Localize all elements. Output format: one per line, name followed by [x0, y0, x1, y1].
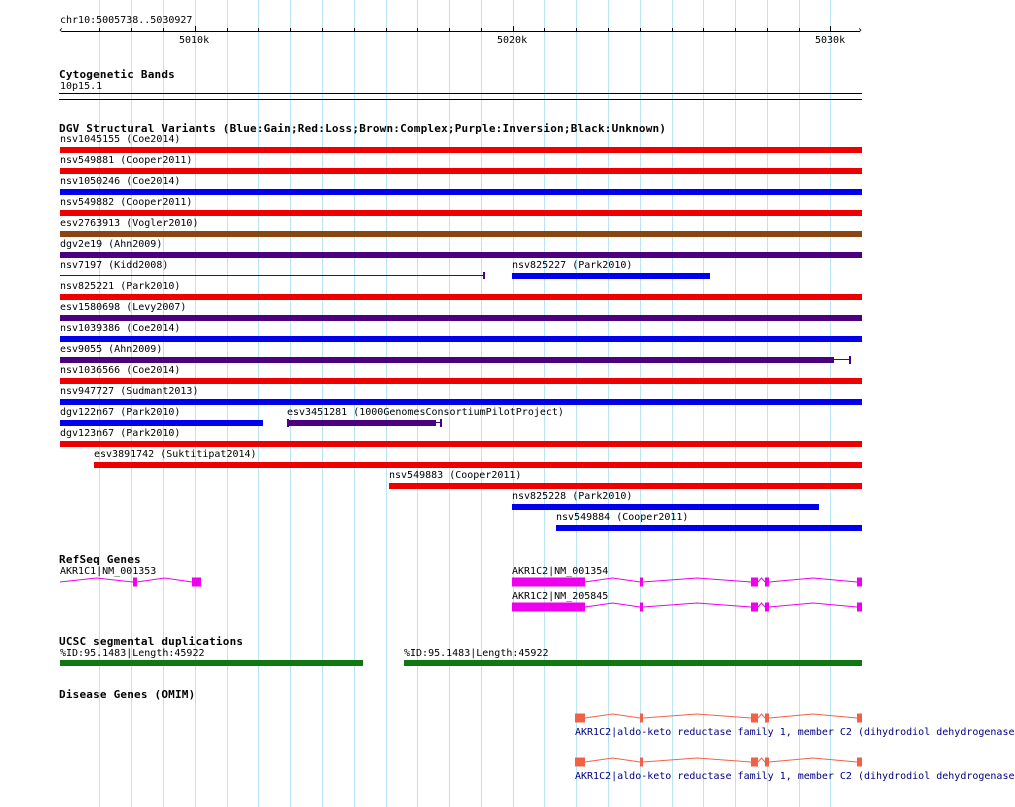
ruler-right-arrow: ›: [857, 25, 864, 36]
variant-extension: [834, 359, 850, 360]
exon: [512, 578, 585, 587]
segdup-label: %ID:95.1483|Length:45922: [404, 648, 549, 659]
variant-start-tick: [287, 419, 289, 427]
variant-label: nsv825228 (Park2010): [512, 491, 633, 502]
intron-line: [769, 714, 857, 718]
intron-line: [643, 758, 751, 762]
exon: [857, 758, 862, 767]
variant-bar: [60, 189, 862, 195]
variant-bar: [60, 315, 862, 321]
gene-label: AKR1C2|NM_205845: [512, 591, 609, 602]
intron-line: [769, 578, 857, 582]
ruler-tick-label: 5020k: [497, 35, 528, 46]
intron-line: [758, 603, 765, 607]
locus-label: chr10:5005738..5030927: [60, 15, 193, 26]
variant-label: dgv123n67 (Park2010): [60, 428, 181, 439]
variant-bar: [60, 378, 862, 384]
variant-label: esv9055 (Ahn2009): [60, 344, 163, 355]
variant-bar: [512, 504, 819, 510]
intron-line: [585, 578, 640, 582]
variant-label: nsv1039386 (Coe2014): [60, 323, 181, 334]
intron-line: [769, 758, 857, 762]
variant-end-tick: [440, 419, 442, 427]
variant-end-tick: [483, 272, 485, 279]
variant-bar: [389, 483, 862, 489]
gene-model: [0, 754, 890, 770]
exon: [640, 758, 643, 767]
gene-model: [0, 710, 890, 726]
variant-label: nsv1036566 (Coe2014): [60, 365, 181, 376]
exon: [857, 714, 862, 723]
variant-end-tick: [849, 356, 851, 364]
omim-label: AKR1C2|aldo-keto reductase family 1, member C2 (dihydrodiol dehydrogenase: [575, 771, 1015, 782]
variant-bar: [60, 147, 862, 153]
exon: [640, 603, 643, 612]
variant-label: nsv1050246 (Coe2014): [60, 176, 181, 187]
variant-bar: [60, 441, 862, 447]
variant-label: nsv825227 (Park2010): [512, 260, 633, 271]
track-title[interactable]: UCSC segmental duplications: [59, 635, 244, 648]
variant-bar: [60, 231, 862, 237]
exon: [765, 578, 769, 587]
exon: [765, 603, 769, 612]
variant-bar: [60, 357, 834, 363]
exon: [751, 714, 758, 723]
track-title[interactable]: DGV Structural Variants (Blue:Gain;Red:Loss;Brown:Complex;Purple:Inversion;Black:Unknown): [59, 122, 667, 135]
gene-label: AKR1C2|NM_001354: [512, 566, 609, 577]
variant-label: nsv947727 (Sudmant2013): [60, 386, 199, 397]
variant-label: esv2763913 (Vogler2010): [60, 218, 199, 229]
ruler-tick-label: 5030k: [815, 35, 846, 46]
variant-bar: [60, 420, 263, 426]
variant-label: nsv1045155 (Coe2014): [60, 134, 181, 145]
variant-label: esv3891742 (Suktitipat2014): [94, 449, 257, 460]
variant-bar: [556, 525, 862, 531]
gene-model: [0, 574, 890, 590]
variant-label: esv1580698 (Levy2007): [60, 302, 187, 313]
intron-line: [769, 603, 857, 607]
variant-bar: [60, 210, 862, 216]
exon: [640, 714, 643, 723]
ruler-left-arrow: ‹: [58, 25, 65, 36]
cytoband-outline-top: [59, 93, 862, 94]
exon: [575, 758, 585, 767]
exon: [640, 578, 643, 587]
variant-bar: [60, 399, 862, 405]
variant-label: nsv549883 (Cooper2011): [389, 470, 522, 481]
variant-bar: [60, 275, 484, 276]
exon: [857, 603, 862, 612]
intron-line: [643, 714, 751, 718]
variant-bar: [60, 336, 862, 342]
ruler-tick-label: 5010k: [179, 35, 210, 46]
gene-label: AKR1C1|NM_001353: [60, 566, 157, 577]
variant-label: nsv549881 (Cooper2011): [60, 155, 193, 166]
exon: [512, 603, 585, 612]
exon: [751, 758, 758, 767]
cytoband-label: 10p15.1: [60, 81, 103, 92]
segdup-label: %ID:95.1483|Length:45922: [60, 648, 205, 659]
variant-bar: [289, 420, 436, 426]
variant-label: nsv549882 (Cooper2011): [60, 197, 193, 208]
exon: [751, 603, 758, 612]
omim-label: AKR1C2|aldo-keto reductase family 1, member C2 (dihydrodiol dehydrogenase: [575, 727, 1015, 738]
track-title[interactable]: Disease Genes (OMIM): [59, 688, 196, 701]
segdup-bar: [404, 660, 862, 666]
cytoband-outline-bottom: [59, 99, 862, 100]
track-title[interactable]: RefSeq Genes: [59, 553, 141, 566]
variant-bar: [60, 168, 862, 174]
exon: [575, 714, 585, 723]
intron-line: [585, 603, 640, 607]
variant-label: dgv122n67 (Park2010): [60, 407, 181, 418]
exon: [765, 714, 769, 723]
variant-bar: [60, 252, 862, 258]
intron-line: [643, 603, 751, 607]
intron-line: [585, 758, 640, 762]
variant-bar: [94, 462, 862, 468]
variant-label: dgv2e19 (Ahn2009): [60, 239, 163, 250]
gene-model: [0, 599, 890, 615]
intron-line: [758, 578, 765, 582]
intron-line: [758, 714, 765, 718]
track-title[interactable]: Cytogenetic Bands: [59, 68, 175, 81]
variant-label: nsv825221 (Park2010): [60, 281, 181, 292]
intron-line: [643, 578, 751, 582]
variant-label: esv3451281 (1000GenomesConsortiumPilotProject): [287, 407, 564, 418]
exon: [765, 758, 769, 767]
intron-line: [585, 714, 640, 718]
segdup-bar: [60, 660, 363, 666]
variant-bar: [512, 273, 710, 279]
variant-bar: [60, 294, 862, 300]
exon: [857, 578, 862, 587]
intron-line: [758, 758, 765, 762]
variant-label: nsv7197 (Kidd2008): [60, 260, 169, 271]
exon: [751, 578, 758, 587]
variant-label: nsv549884 (Cooper2011): [556, 512, 689, 523]
